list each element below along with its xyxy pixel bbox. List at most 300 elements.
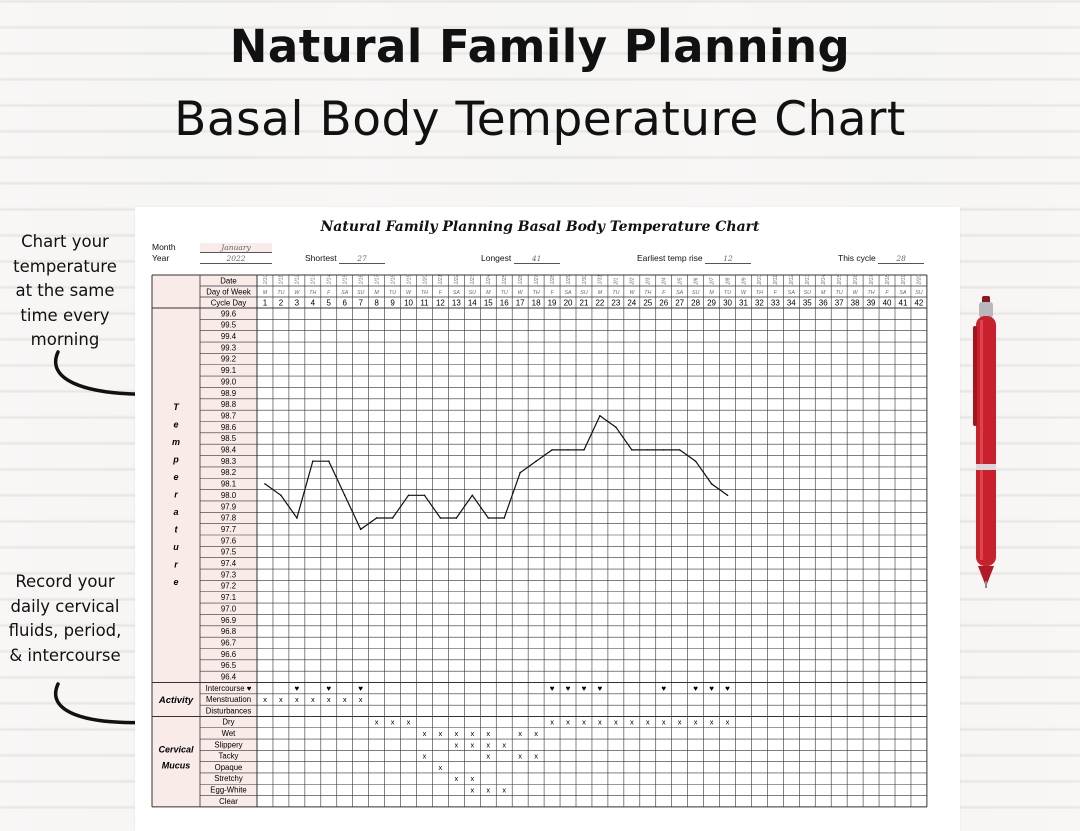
day-of-week-cell: TU — [835, 289, 843, 296]
cycle-day-cell: 23 — [611, 298, 621, 308]
day-of-week-cell: M — [374, 289, 379, 296]
mucus-mark: x — [374, 717, 379, 727]
temperature-axis-letter: e — [173, 419, 179, 430]
date-cell: 1/20 — [422, 274, 429, 285]
day-of-week-cell: W — [294, 289, 300, 296]
day-of-week-cell: F — [662, 289, 666, 296]
day-of-week-cell: F — [550, 289, 554, 296]
mucus-mark: x — [693, 717, 698, 727]
cycle-day-cell: 37 — [834, 298, 844, 308]
temperature-axis-letter: T — [173, 402, 179, 412]
cycle-day-cell: 26 — [659, 298, 669, 308]
cycle-day-cell: 12 — [435, 298, 445, 308]
temperature-tick: 97.4 — [220, 559, 237, 568]
cycle-day-cell: 41 — [898, 298, 908, 308]
day-of-week-cell: SU — [915, 289, 923, 296]
day-of-week-cell: TH — [867, 289, 875, 296]
day-of-week-cell: M — [486, 289, 491, 296]
activity-mark: ♥ — [725, 683, 730, 693]
mucus-mark: x — [422, 751, 427, 761]
cycle-day-cell: 32 — [754, 298, 764, 308]
date-cell: 2/14 — [821, 274, 828, 285]
cycle-day-cell: 17 — [515, 298, 525, 308]
day-of-week-cell: F — [885, 289, 889, 296]
mucus-mark: x — [598, 717, 602, 727]
note-line: Chart your — [21, 232, 109, 251]
temperature-point — [583, 449, 585, 451]
temperature-point — [519, 472, 521, 474]
cycle-day-cell: 6 — [342, 298, 347, 308]
temperature-tick: 99.4 — [220, 332, 237, 341]
temperature-point — [344, 494, 346, 496]
date-cell: 1/24 — [486, 274, 493, 285]
date-cell: 1/23 — [470, 274, 477, 285]
temperature-tick: 97.3 — [220, 570, 237, 580]
mucus-mark: x — [470, 740, 475, 750]
day-of-week-cell: M — [597, 289, 603, 296]
cycle-day-cell: 34 — [786, 298, 796, 308]
cycle-day-cell: 19 — [547, 298, 557, 308]
date-cell: 1/16 — [358, 274, 365, 285]
temperature-point — [408, 494, 410, 496]
mucus-mark: x — [486, 751, 491, 761]
temperature-tick: 99.5 — [220, 320, 237, 330]
date-cell: 1/28 — [549, 274, 556, 285]
date-cell: 1/27 — [533, 274, 540, 285]
date-cell: 2/16 — [852, 274, 859, 285]
temperature-point — [679, 449, 681, 451]
mucus-mark: x — [502, 785, 507, 795]
temperature-tick: 97.5 — [220, 547, 237, 557]
cycle-day-cell: 8 — [374, 298, 379, 308]
temperature-point — [328, 460, 330, 462]
note-line: time every — [20, 305, 110, 325]
cycle-day-cell: 25 — [643, 298, 653, 308]
date-cell: 2/4 — [661, 277, 668, 285]
note-line: & intercourse — [9, 645, 121, 665]
cycle-day-cell: 3 — [294, 298, 300, 308]
note-line: fluids, period, — [8, 621, 122, 640]
cycle-day-cell: 15 — [483, 298, 493, 308]
temperature-tick: 98.7 — [220, 411, 237, 421]
day-of-week-cell: SA — [676, 289, 684, 296]
activity-mark: ♥ — [661, 683, 667, 693]
temperature-tick: 96.6 — [220, 649, 237, 659]
cycle-day-cell: 11 — [420, 298, 429, 308]
day-of-week-cell: W — [740, 289, 746, 296]
cycle-day-cell: 33 — [770, 298, 780, 308]
temperature-axis-letter: p — [173, 454, 179, 465]
activity-row-label: Intercourse ♥ — [205, 683, 252, 693]
mucus-row-label: Dry — [222, 717, 235, 727]
activity-mark: ♥ — [358, 683, 364, 693]
cycle-day-cell: 28 — [691, 298, 701, 308]
temperature-tick: 99.3 — [220, 343, 237, 353]
activity-mark: x — [358, 695, 363, 705]
temperature-tick: 96.7 — [220, 638, 237, 648]
day-of-week-cell: F — [438, 289, 443, 296]
activity-mark: ♥ — [549, 683, 555, 693]
longest-value: 41 — [514, 254, 560, 264]
temperature-tick: 99.1 — [220, 366, 237, 376]
temperature-axis-letter: t — [174, 524, 178, 535]
longest-label: Longest — [481, 253, 512, 263]
mucus-mark: x — [502, 740, 507, 750]
cycle-day-cell: 30 — [723, 298, 732, 308]
day-of-week-cell: TH — [309, 289, 317, 296]
cycle-day-cell: 22 — [595, 298, 605, 308]
year-label: Year — [152, 253, 170, 263]
temperature-tick: 97.9 — [220, 502, 237, 512]
mucus-mark: x — [709, 717, 714, 727]
temperature-point — [472, 494, 474, 496]
day-of-week-cell: TU — [389, 289, 397, 296]
date-cell: 1/19 — [406, 274, 413, 285]
mucus-row-label: Clear — [219, 796, 238, 806]
cycle-day-cell: 39 — [866, 298, 876, 308]
header-row-label: Date — [220, 276, 237, 286]
date-cell: 1/25 — [502, 274, 509, 285]
temperature-tick: 97.2 — [220, 581, 237, 591]
date-cell: 1/29 — [565, 274, 572, 285]
day-of-week-cell: W — [406, 289, 412, 296]
shortest-label: Shortest — [305, 253, 337, 263]
date-cell: 1/21 — [438, 274, 445, 285]
earliest-value: 12 — [705, 254, 751, 264]
cycle-day-cell: 13 — [451, 298, 461, 308]
day-of-week-cell: TH — [755, 289, 763, 296]
day-of-week-cell: SU — [468, 289, 477, 296]
temperature-tick: 98.8 — [220, 400, 237, 410]
date-cell: 2/13 — [805, 274, 812, 285]
note-temperature — [0, 230, 130, 353]
temperature-point — [599, 415, 601, 417]
mucus-mark: x — [390, 717, 395, 727]
temperature-point — [376, 517, 378, 519]
date-cell: 2/5 — [677, 277, 684, 285]
activity-mark: x — [342, 695, 347, 705]
temperature-point — [360, 529, 362, 531]
day-of-week-cell: SA — [341, 289, 349, 296]
temperature-point — [711, 483, 713, 485]
cycle-day-cell: 21 — [579, 298, 589, 308]
header-row-label: Day of Week — [206, 287, 251, 297]
temperature-tick: 97.0 — [220, 604, 237, 614]
mucus-mark: x — [661, 717, 666, 727]
activity-mark: ♥ — [565, 683, 571, 693]
day-of-week-cell: TH — [532, 289, 540, 296]
temperature-tick: 96.5 — [220, 661, 237, 671]
activity-row-label: Disturbances — [205, 706, 252, 716]
day-of-week-cell: SU — [803, 289, 811, 296]
date-cell: 1/26 — [517, 274, 524, 285]
temperature-tick: 99.2 — [220, 354, 237, 364]
day-of-week-cell: F — [773, 289, 777, 296]
temperature-point — [615, 426, 617, 428]
day-of-week-cell: SA — [564, 289, 572, 296]
date-cell: 1/11 — [278, 275, 285, 285]
mucus-mark: x — [422, 728, 427, 738]
note-record — [0, 570, 130, 668]
day-of-week-cell: TU — [723, 289, 732, 296]
temperature-point — [695, 460, 697, 462]
temperature-tick: 99.6 — [220, 309, 237, 319]
temperature-point — [567, 449, 569, 451]
cycle-day-cell: 9 — [390, 298, 395, 308]
temperature-point — [487, 517, 489, 519]
day-of-week-cell: TU — [612, 289, 620, 296]
temperature-point — [296, 517, 298, 519]
temperature-tick: 98.5 — [220, 434, 237, 444]
date-cell: 1/14 — [326, 274, 333, 285]
mucus-row-label: Egg-White — [210, 785, 247, 795]
date-cell: 2/8 — [725, 277, 732, 285]
mucus-row-label: Stretchy — [214, 774, 243, 784]
chart-title: Natural Family Planning Basal Body Temperature Chart — [320, 219, 760, 235]
mucus-mark: x — [454, 728, 459, 738]
mucus-mark: x — [486, 728, 491, 738]
temperature-tick: 98.0 — [220, 490, 237, 500]
pen-icon — [968, 296, 1008, 588]
day-of-week-cell: SA — [787, 289, 795, 296]
page-subtitle: Basal Body Temperature Chart — [174, 92, 906, 147]
date-cell: 1/30 — [581, 274, 588, 285]
year-value: 2022 — [200, 254, 272, 264]
temperature-point — [503, 517, 505, 519]
activity-mark: x — [295, 695, 299, 705]
mucus-mark: x — [614, 717, 618, 727]
day-of-week-cell: SU — [580, 289, 588, 296]
cycle-day-cell: 10 — [404, 298, 413, 308]
temperature-tick: 97.1 — [220, 593, 237, 603]
activity-mark: ♥ — [326, 683, 332, 693]
mucus-mark: x — [470, 728, 475, 738]
mucus-mark: x — [582, 717, 586, 727]
temperature-tick: 96.8 — [220, 627, 237, 637]
mucus-mark: x — [629, 717, 634, 727]
mucus-mark: x — [677, 717, 682, 727]
cycle-day-cell: 20 — [563, 298, 573, 308]
day-of-week-cell: TU — [277, 289, 285, 296]
temperature-tick: 96.9 — [220, 615, 237, 625]
date-cell: 2/11 — [773, 275, 780, 285]
date-cell: 2/2 — [629, 277, 636, 285]
cycle-day-cell: 1 — [262, 298, 268, 308]
day-of-week-cell: W — [852, 289, 858, 296]
date-cell: 1/10 — [262, 274, 269, 285]
temperature-tick: 98.6 — [220, 422, 237, 432]
mucus-row-label: Slippery — [214, 740, 243, 750]
day-of-week-cell: F — [327, 289, 331, 296]
mucus-row-label: Tacky — [218, 751, 239, 761]
activity-mark: ♥ — [709, 683, 714, 693]
temperature-axis-letter: e — [173, 472, 179, 482]
cycle-day-cell: 36 — [818, 298, 828, 308]
date-cell: 1/18 — [390, 274, 397, 285]
cycle-day-cell: 5 — [326, 298, 332, 308]
shortest-value: 27 — [339, 254, 385, 264]
earliest-label: Earliest temp rise — [637, 253, 703, 263]
temperature-point — [631, 449, 633, 451]
temperature-point — [440, 517, 442, 519]
month-label: Month — [152, 242, 176, 252]
temperature-tick: 97.8 — [220, 513, 237, 523]
temperature-point — [535, 460, 537, 462]
activity-row-label: Menstruation — [205, 695, 252, 705]
temperature-point — [280, 494, 282, 496]
cycle-day-cell: 31 — [739, 298, 748, 308]
date-cell: 2/7 — [709, 277, 716, 285]
date-cell: 2/3 — [645, 277, 652, 285]
mucus-mark: x — [470, 785, 475, 795]
this-cycle-label: This cycle — [838, 253, 876, 263]
activity-mark: ♥ — [597, 683, 603, 693]
temperature-tick: 98.9 — [220, 388, 237, 398]
day-of-week-cell: SA — [452, 289, 460, 296]
temperature-tick: 97.7 — [220, 524, 237, 534]
day-of-week-cell: M — [262, 289, 268, 296]
day-of-week-cell: W — [517, 289, 523, 296]
cycle-day-cell: 29 — [707, 298, 717, 308]
chart-grid — [135, 207, 960, 831]
date-cell: 2/12 — [789, 274, 796, 285]
mucus-mark: x — [454, 740, 459, 750]
cycle-day-cell: 40 — [882, 298, 892, 308]
date-cell: 2/19 — [900, 274, 907, 285]
temperature-point — [551, 449, 553, 451]
temperature-tick: 96.4 — [220, 672, 237, 682]
temperature-point — [647, 449, 649, 451]
temperature-point — [456, 517, 458, 519]
date-cell: 1/17 — [374, 274, 381, 285]
mucus-mark: x — [645, 717, 650, 727]
page-title: Natural Family Planning — [229, 20, 851, 73]
activity-mark: x — [279, 695, 283, 705]
temperature-axis-letter: u — [173, 542, 179, 552]
mucus-mark: x — [470, 774, 475, 784]
date-cell: 1/15 — [342, 274, 349, 285]
day-of-week-cell: TH — [420, 289, 429, 296]
activity-mark: ♥ — [294, 683, 300, 693]
cervical-mucus-label-line: Cervical — [158, 744, 194, 755]
mucus-mark: x — [534, 751, 538, 761]
date-cell: 2/17 — [868, 274, 875, 285]
activity-section-label: Activity — [158, 695, 194, 706]
temperature-point — [264, 483, 266, 485]
this-cycle-value: 28 — [878, 254, 924, 264]
day-of-week-cell: M — [821, 289, 826, 296]
mucus-mark: x — [518, 751, 523, 761]
mucus-row-label: Wet — [221, 728, 236, 738]
mucus-mark: x — [486, 740, 491, 750]
day-of-week-cell: TH — [644, 289, 652, 296]
date-cell: 1/12 — [294, 274, 301, 285]
temperature-axis-letter: r — [174, 489, 178, 500]
note-line: morning — [30, 330, 100, 349]
temperature-point — [727, 494, 729, 496]
cycle-day-cell: 18 — [531, 298, 541, 308]
temperature-axis-letter: e — [173, 577, 179, 587]
date-cell: 2/15 — [836, 274, 843, 285]
temperature-point — [663, 449, 665, 451]
cycle-day-cell: 24 — [627, 298, 637, 308]
date-cell: 1/31 — [597, 274, 604, 285]
label-column-background — [152, 275, 257, 807]
mucus-mark: x — [438, 762, 443, 772]
temperature-tick: 98.1 — [220, 479, 237, 489]
day-of-week-cell: TU — [500, 289, 508, 296]
cervical-mucus-label-line: Mucus — [161, 760, 191, 771]
day-of-week-cell: SU — [356, 289, 365, 296]
date-cell: 2/10 — [757, 274, 764, 285]
date-cell: 2/9 — [741, 277, 748, 285]
cycle-day-cell: 38 — [850, 298, 860, 308]
temperature-axis-letter: r — [174, 559, 178, 570]
temperature-axis-letter: m — [171, 437, 181, 447]
mucus-mark: x — [534, 728, 538, 738]
date-cell: 2/6 — [693, 277, 700, 285]
mucus-mark: x — [725, 717, 730, 727]
mucus-mark: x — [486, 785, 491, 795]
note-line: daily cervical — [10, 596, 120, 616]
cycle-day-cell: 4 — [310, 298, 316, 308]
temperature-point — [312, 460, 314, 462]
date-cell: 1/22 — [454, 274, 461, 285]
mucus-mark: x — [438, 728, 443, 738]
temperature-point — [392, 517, 394, 519]
date-cell: 2/20 — [916, 274, 923, 285]
note-line: Record your — [15, 572, 115, 591]
mucus-mark: x — [550, 717, 554, 727]
temperature-tick: 99.0 — [220, 377, 237, 387]
mucus-row-label: Opaque — [214, 762, 243, 772]
cycle-day-cell: 42 — [914, 298, 924, 308]
mucus-mark: x — [454, 774, 459, 784]
temperature-tick: 98.3 — [220, 456, 237, 466]
date-cell: 2/1 — [613, 277, 620, 285]
day-of-week-cell: SU — [691, 289, 700, 296]
note-line: temperature — [13, 256, 117, 276]
activity-mark: x — [263, 695, 267, 705]
temperature-tick: 98.2 — [220, 468, 237, 478]
temperature-point — [424, 494, 426, 496]
activity-mark: x — [310, 695, 315, 705]
activity-mark: ♥ — [693, 683, 698, 693]
cycle-day-cell: 14 — [467, 298, 477, 308]
day-of-week-cell: W — [629, 289, 635, 296]
temperature-axis-letter: a — [173, 507, 179, 517]
mucus-mark: x — [518, 728, 523, 738]
cycle-day-cell: 35 — [802, 298, 812, 308]
cycle-day-cell: 27 — [675, 298, 685, 308]
mucus-mark: x — [406, 717, 411, 727]
day-of-week-cell: M — [709, 289, 714, 296]
cycle-day-cell: 7 — [358, 298, 363, 308]
mucus-mark: x — [566, 717, 570, 727]
month-value: January — [200, 243, 272, 253]
activity-mark: ♥ — [581, 683, 587, 693]
day-of-week-cell: SA — [899, 289, 907, 296]
bbt-chart-sheet — [135, 207, 960, 831]
temperature-tick: 97.6 — [220, 536, 237, 546]
temperature-tick: 98.4 — [220, 445, 237, 455]
date-cell: 2/18 — [884, 274, 891, 285]
date-cell: 1/13 — [310, 274, 317, 285]
cycle-day-cell: 2 — [278, 298, 284, 308]
cycle-day-cell: 16 — [499, 298, 509, 308]
note-line: at the same — [15, 281, 115, 300]
activity-mark: x — [326, 695, 331, 705]
